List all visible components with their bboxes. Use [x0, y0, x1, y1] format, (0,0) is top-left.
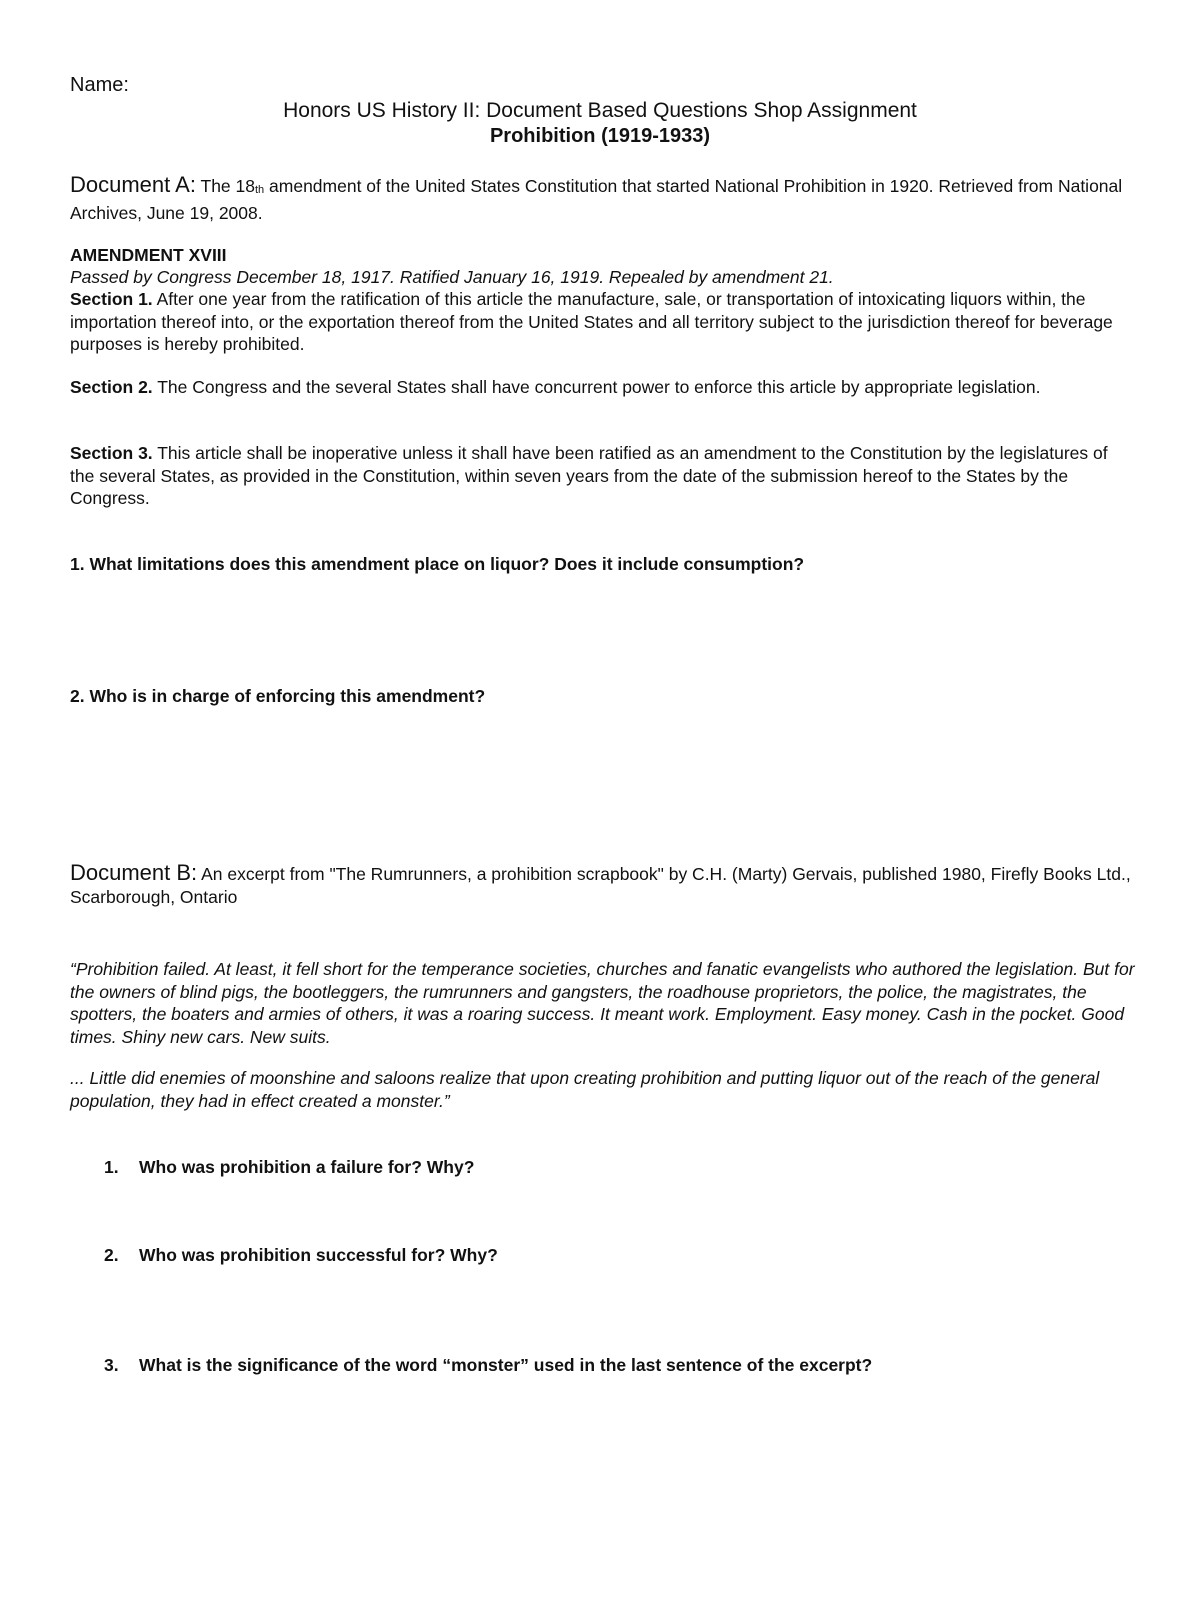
amendment-passed-line: Passed by Congress December 18, 1917. Ratified January 16, 1919. Repealed by amendment 21.	[70, 267, 834, 287]
document-b-question-2	[104, 1244, 1104, 1267]
document-a-intro-sup: th	[254, 184, 265, 196]
section-3	[70, 442, 1135, 510]
document-b-label: Document B:	[70, 860, 198, 885]
document-b-intro	[70, 862, 1135, 908]
question-text: Who was prohibition a failure for? Why?	[139, 1157, 475, 1177]
section-1	[70, 288, 1135, 356]
section-2-text: The Congress and the several States shall have concurrent power to enforce this article by appropriate legislation.	[152, 377, 1041, 397]
document-a-intro-post: amendment of the United States Constitution that started National Prohibition in 1920. Retrieved from National Archives, June 19, 2008.	[70, 176, 1123, 223]
section-2	[70, 376, 1135, 399]
course-title: Honors US History II: Document Based Questions Shop Assignment	[283, 99, 917, 122]
document-b-question-3	[104, 1354, 1104, 1377]
question-number: 3.	[104, 1355, 119, 1375]
document-a-question-2: 2. Who is in charge of enforcing this amendment?	[70, 686, 486, 706]
section-2-label: Section 2.	[70, 377, 153, 397]
document-a-intro	[70, 174, 1135, 224]
amendment-title: AMENDMENT XVIII	[70, 245, 227, 265]
section-1-label: Section 1.	[70, 289, 153, 309]
quote-paragraph-2: ... Little did enemies of moonshine and saloons realize that upon creating prohibition and putting liquor out of the reach of the general population, they had in effect created a monster.”	[70, 1068, 1100, 1111]
section-3-label: Section 3.	[70, 443, 153, 463]
question-text: What is the significance of the word “monster” used in the last sentence of the excerpt?	[139, 1355, 873, 1375]
document-a-question-1: 1. What limitations does this amendment place on liquor? Does it include consumption?	[70, 554, 805, 574]
question-text: Who was prohibition successful for? Why?	[139, 1245, 498, 1265]
document-b-question-1	[104, 1156, 1104, 1179]
document-a-intro-pre: The 18	[200, 176, 255, 196]
document-b-intro-text: An excerpt from "The Rumrunners, a prohibition scrapbook" by C.H. (Marty) Gervais, published 1980, Firefly Books Ltd., Scarborough, Ontario	[70, 864, 1131, 907]
section-1-text: After one year from the ratification of this article the manufacture, sale, or transportation of intoxicating liquors within, the importation thereof into, or the exportation thereof from the United States and all territory subject to the jurisdiction thereof for beverage purposes is hereby prohibited.	[70, 289, 1113, 354]
unit-title: Prohibition (1919-1933)	[489, 125, 711, 147]
document-a-label: Document A:	[70, 172, 196, 197]
section-3-text: This article shall be inoperative unless it shall have been ratified as an amendment to the Constitution by the legislatures of the several States, as provided in the Constitution, within seven years from the date of the submission hereof to the States by the Congress.	[70, 443, 1108, 508]
question-number: 2.	[104, 1245, 119, 1265]
question-number: 1.	[104, 1157, 119, 1177]
quote-paragraph-1: “Prohibition failed. At least, it fell short for the temperance societies, churches and fanatic evangelists who authored the legislation. But for the owners of blind pigs, the bootleggers, the rumrunners and gangsters, the roadhouse proprietors, the police, the magistrates, the spotters, the boaters and armies of others, it was a roaring success. It meant work. Employment. Easy money. Cash in the pocket. Good times. Shiny new cars. New suits.	[70, 959, 1135, 1047]
name-label: Name:	[70, 74, 129, 96]
